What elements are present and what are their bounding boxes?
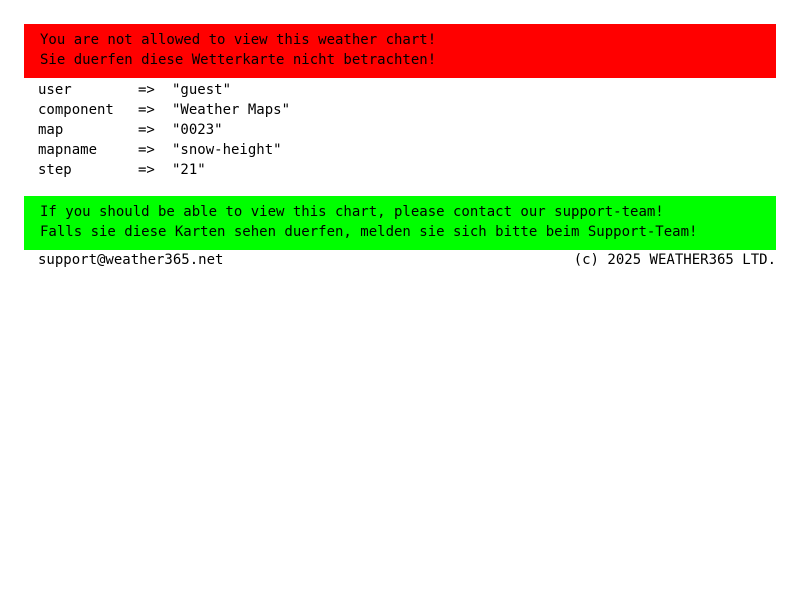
parameter-value: "21" bbox=[172, 162, 206, 178]
parameter-row-mapname bbox=[38, 140, 778, 160]
parameter-row-user bbox=[38, 80, 778, 100]
parameter-arrow: => bbox=[138, 122, 155, 138]
parameter-key: component bbox=[38, 102, 114, 118]
parameter-key: map bbox=[38, 122, 64, 138]
parameter-arrow: => bbox=[138, 102, 155, 118]
parameter-arrow: => bbox=[138, 82, 155, 98]
parameter-value: "guest" bbox=[172, 82, 232, 98]
parameter-value: "0023" bbox=[172, 122, 223, 138]
parameter-arrow: => bbox=[138, 142, 155, 158]
info-banner bbox=[24, 196, 776, 250]
parameter-arrow: => bbox=[138, 162, 155, 178]
parameter-list bbox=[38, 80, 778, 180]
parameter-row-map bbox=[38, 120, 778, 140]
info-message-en: If you should be able to view this chart, please contact our support-team! bbox=[40, 204, 664, 220]
parameter-row-component bbox=[38, 100, 778, 120]
parameter-row-step bbox=[38, 160, 778, 180]
parameter-value: "Weather Maps" bbox=[172, 102, 291, 118]
error-message-de: Sie duerfen diese Wetterkarte nicht betrachten! bbox=[40, 52, 437, 68]
error-message-en: You are not allowed to view this weather chart! bbox=[40, 32, 437, 48]
footer bbox=[38, 250, 776, 270]
error-banner bbox=[24, 24, 776, 78]
copyright-text: (c) 2025 WEATHER365 LTD. bbox=[573, 252, 776, 268]
parameter-key: mapname bbox=[38, 142, 98, 158]
support-email-link[interactable]: support@weather365.net bbox=[38, 252, 224, 268]
parameter-value: "snow-height" bbox=[172, 142, 282, 158]
parameter-key: user bbox=[38, 82, 72, 98]
info-message-de: Falls sie diese Karten sehen duerfen, melden sie sich bitte beim Support-Team! bbox=[40, 224, 698, 240]
parameter-key: step bbox=[38, 162, 72, 178]
